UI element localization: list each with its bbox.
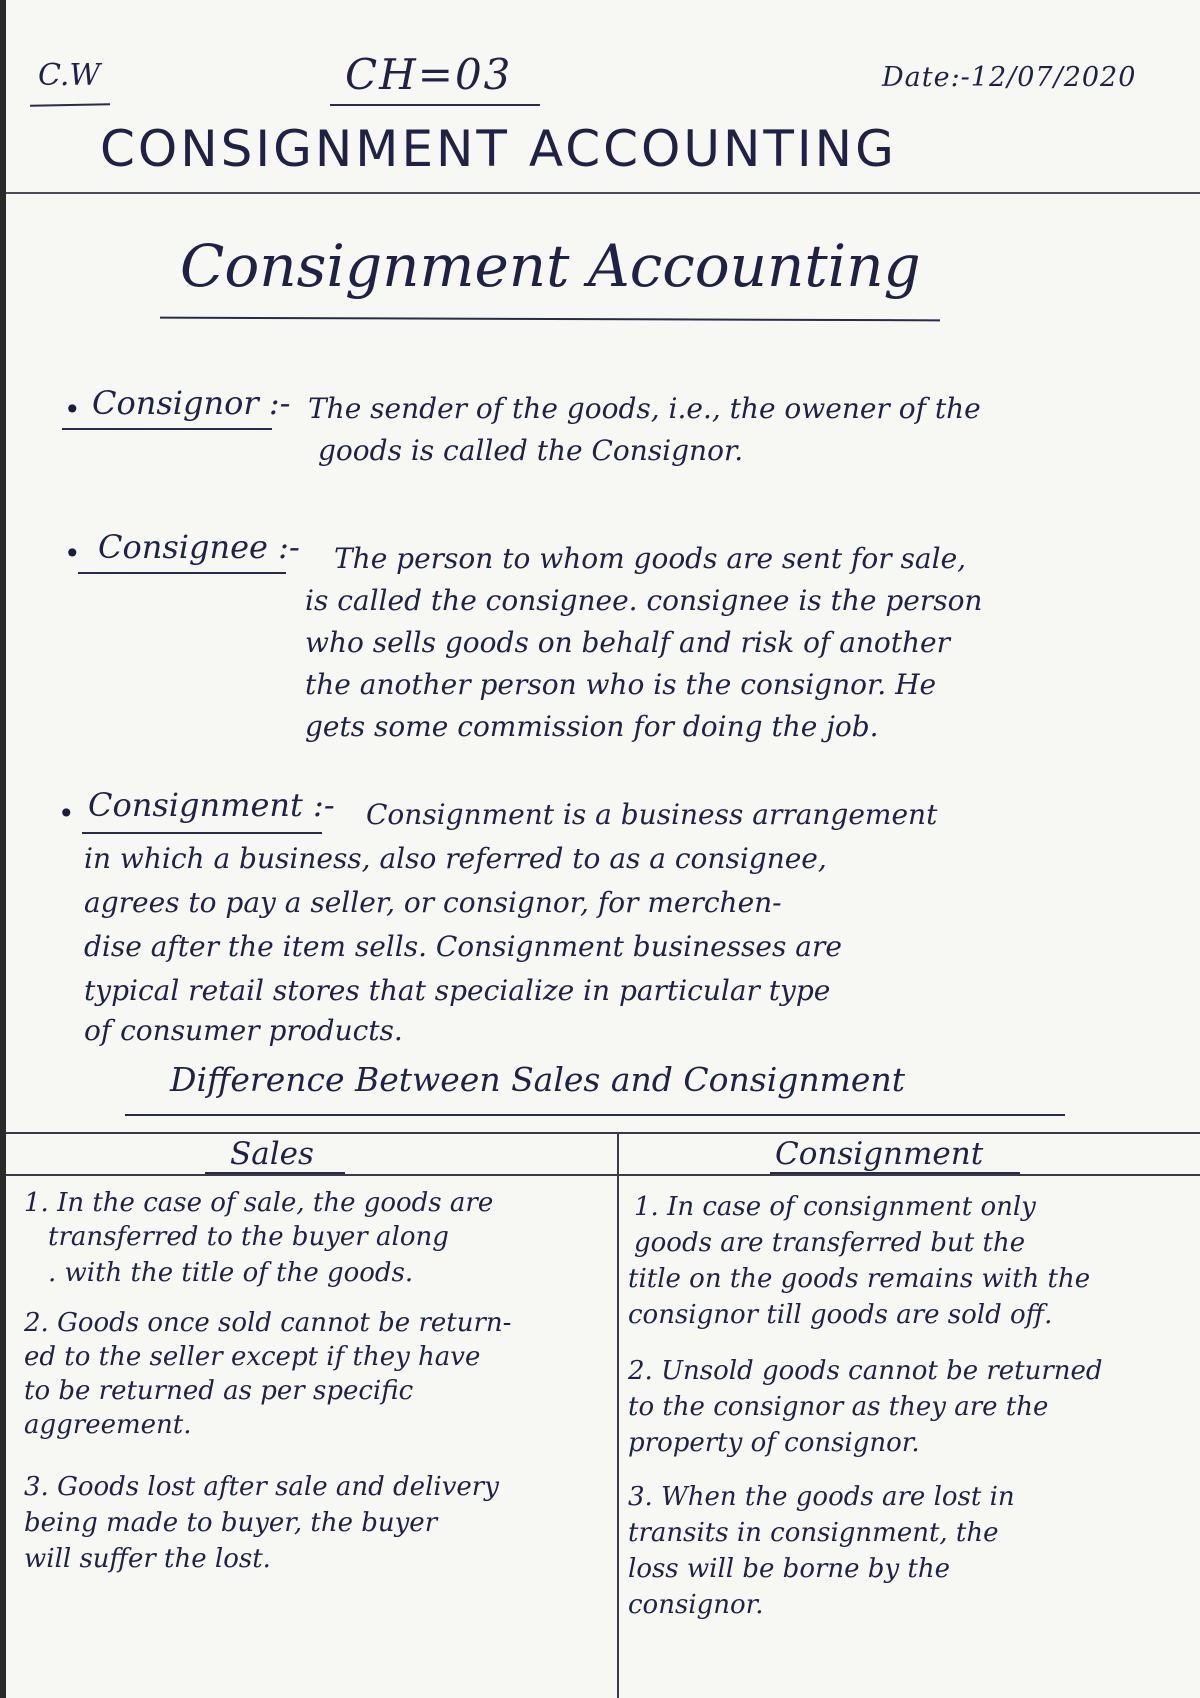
page-edge-shadow <box>0 0 6 1698</box>
definition-line: typical retail stores that specialize in particular type <box>84 974 831 1007</box>
sales-point-line: being made to buyer, the buyer <box>24 1508 438 1538</box>
consignment-point-line: to the consignor as they are the <box>628 1392 1049 1422</box>
definition-line: Consignment is a business arrangement <box>366 798 938 831</box>
table-column-divider <box>617 1132 619 1698</box>
consignment-point-line: loss will be borne by the <box>628 1554 950 1584</box>
consignment-point-line: 2. Unsold goods cannot be returned <box>628 1356 1103 1386</box>
chapter-label: CH=03 <box>345 50 513 99</box>
classwork-label: C.W <box>38 58 101 93</box>
date-label: Date:-12/07/2020 <box>882 62 1137 93</box>
sales-point-line: 2. Goods once sold cannot be return- <box>24 1308 512 1338</box>
consignment-point-line: 1. In case of consignment only <box>634 1192 1036 1222</box>
sales-point-line: to be returned as per specific <box>24 1376 414 1406</box>
sales-point-line: will suffer the lost. <box>24 1544 271 1574</box>
term-consignee: Consignee :- <box>98 528 300 566</box>
consignment-point-line: transits in consignment, the <box>628 1518 999 1548</box>
sales-point-line: 1. In the case of sale, the goods are <box>24 1188 494 1218</box>
definition-line: dise after the item sells. Consignment businesses are <box>84 930 842 963</box>
consignment-point-line: consignor till goods are sold off. <box>628 1300 1053 1330</box>
term-consignment: Consignment :- <box>88 786 335 824</box>
term-consignor: Consignor :- <box>92 384 291 422</box>
sales-point-line: 3. Goods lost after sale and delivery <box>24 1472 499 1502</box>
term-underline <box>62 428 272 430</box>
chapter-title: CONSIGNMENT ACCOUNTING <box>100 120 897 178</box>
bullet-dot: • <box>64 393 81 426</box>
consignment-point-line: consignor. <box>628 1590 764 1620</box>
definition-line: who sells goods on behalf and risk of another <box>305 626 951 659</box>
classwork-underline <box>30 103 110 106</box>
column-header-consignment: Consignment <box>775 1136 984 1172</box>
consignment-point-line: 3. When the goods are lost in <box>628 1482 1015 1512</box>
consignment-point-line: property of consignor. <box>628 1428 920 1458</box>
column-header-underline <box>770 1172 1020 1174</box>
page-heading: Consignment Accounting <box>180 232 921 300</box>
sales-point-line: aggreement. <box>24 1410 192 1440</box>
chapter-underline <box>330 104 540 106</box>
definition-line: goods is called the Consignor. <box>318 434 744 467</box>
definition-line: agrees to pay a seller, or consignor, for merchen- <box>84 886 782 919</box>
page-heading-underline <box>160 317 940 322</box>
definition-line: the another person who is the consignor. He <box>305 668 937 701</box>
definition-line: The sender of the goods, i.e., the owener of the <box>308 392 981 425</box>
column-header-underline <box>205 1172 345 1174</box>
consignment-point-line: goods are transferred but the <box>634 1228 1026 1258</box>
term-underline <box>82 832 322 834</box>
definition-line: of consumer products. <box>84 1014 403 1047</box>
definition-line: is called the consignee. consignee is the person <box>305 584 983 617</box>
consignment-point-line: title on the goods remains with the <box>628 1264 1091 1294</box>
table-header-border <box>6 1174 1200 1176</box>
bullet-dot: • <box>64 537 81 570</box>
table-top-border <box>6 1132 1200 1134</box>
sales-point-line: . with the title of the goods. <box>48 1258 414 1288</box>
table-title-underline <box>125 1114 1065 1116</box>
term-underline <box>78 572 286 574</box>
definition-line: gets some commission for doing the job. <box>305 710 879 743</box>
column-header-sales: Sales <box>230 1136 314 1172</box>
table-title: Difference Between Sales and Consignment <box>170 1060 905 1099</box>
title-rule <box>6 192 1200 194</box>
bullet-dot: • <box>58 797 75 830</box>
definition-line: in which a business, also referred to as a consignee, <box>84 842 827 875</box>
sales-point-line: transferred to the buyer along <box>48 1222 449 1252</box>
definition-line: The person to whom goods are sent for sale, <box>334 542 967 575</box>
sales-point-line: ed to the seller except if they have <box>24 1342 481 1372</box>
